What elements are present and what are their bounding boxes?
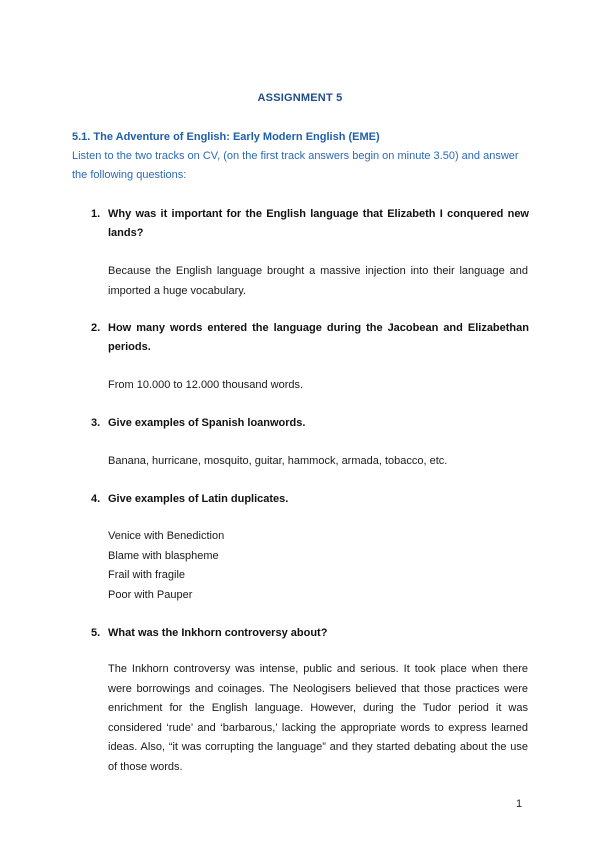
- latin-duplicate-item: Venice with Benediction: [108, 530, 225, 542]
- question-3: [91, 414, 529, 433]
- question-number: 3.: [91, 417, 101, 429]
- answer-3: Banana, hurricane, mosquito, guitar, hammock, armada, tobacco, etc.: [108, 455, 448, 467]
- question-4: [91, 490, 529, 509]
- question-2: [91, 319, 529, 357]
- question-text: Give examples of Latin duplicates.: [108, 493, 289, 505]
- section-header: [72, 128, 532, 185]
- section-intro: Listen to the two tracks on CV, (on the first track answers begin on minute 3.50) and answer the following questions:: [72, 150, 519, 181]
- page-number: 1: [516, 798, 523, 810]
- question-number: 1.: [91, 208, 101, 220]
- question-5: [91, 624, 529, 643]
- question-number: 5.: [91, 627, 101, 639]
- answer-4: [108, 527, 528, 605]
- section-number: 5.1.: [72, 131, 91, 143]
- question-number: 2.: [91, 322, 101, 334]
- answer-5: The Inkhorn controversy was intense, public and serious. It took place when there were borrowings and coinages. The Neologisers believed that those practices were enrichment for the English language. However, during the Tudor period it was considered ‘rude’ and ‘barbarous,’ lacking the appropriate words to express learned ideas. Also, “it was corrupting the language” and they started debating about the use of those words.: [108, 663, 528, 773]
- latin-duplicate-item: Poor with Pauper: [108, 588, 193, 601]
- answer-2: From 10.000 to 12.000 thousand words.: [108, 379, 304, 391]
- latin-duplicate-item: Frail with fragile: [108, 569, 186, 581]
- section-title: The Adventure of English: Early Modern English (EME): [93, 131, 380, 143]
- question-text: Give examples of Spanish loanwords.: [108, 417, 306, 429]
- question-1: [91, 205, 529, 243]
- answer-1: Because the English language brought a massive injection into their language and imported a huge vocabulary.: [108, 265, 528, 297]
- question-text: What was the Inkhorn controversy about?: [108, 627, 328, 639]
- question-text: Why was it important for the English language that Elizabeth I conquered new lands?: [108, 208, 529, 239]
- latin-duplicate-item: Blame with blaspheme: [108, 549, 219, 562]
- question-text: How many words entered the language during the Jacobean and Elizabethan periods.: [108, 322, 529, 353]
- question-number: 4.: [91, 493, 101, 505]
- assignment-title: ASSIGNMENT 5: [257, 92, 343, 104]
